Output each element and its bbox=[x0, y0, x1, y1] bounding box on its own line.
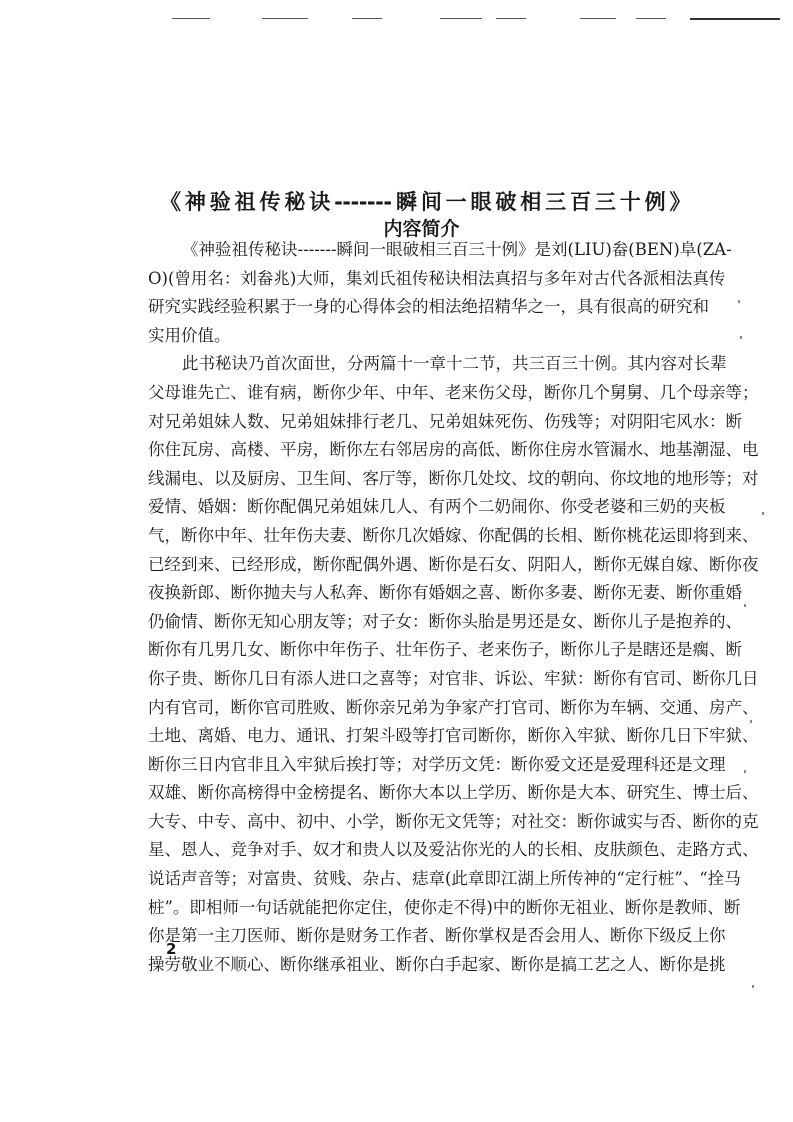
scan-speck bbox=[738, 300, 740, 303]
text-line: 已经到来、已经形成，断你配偶外遇、断你是石女、阴阳人，断你无媒自嫁、断你夜 bbox=[148, 554, 759, 574]
scan-artifact-line bbox=[440, 18, 482, 19]
scan-artifact-line bbox=[496, 18, 526, 19]
scan-speck bbox=[744, 604, 746, 607]
text-line: 断你三日内官非且入牢狱后挨打等；对学历文凭：断你爱文还是爱理科还是文理 bbox=[148, 754, 726, 774]
section-heading: 内容简介 bbox=[383, 218, 460, 240]
scan-speck bbox=[744, 770, 746, 773]
text-line: 此书秘诀乃首次面世，分两篇十一章十二节，共三百三十例。其内容对长辈 bbox=[182, 354, 727, 374]
text-line: 气，断你中年、壮年伤夫妻、断你几次婚嫁、你配偶的长相、断你桃花运即将到来、 bbox=[148, 525, 759, 545]
text-line: 桩”。即相师一句话就能把你定住，使你走不得)中的断你无祖业、断你是教师、断 bbox=[148, 897, 741, 917]
text-line: 说话声音等；对富贵、贫贱、杂占、痣章(此章即江湖上所传神的“定行桩”、“拴马 bbox=[148, 869, 741, 889]
scan-artifact-line bbox=[262, 18, 308, 19]
scan-speck bbox=[750, 720, 752, 723]
text-line: 你是第一主刀医师、断你是财务工作者、断你掌权是否会用人、断你下级反上你 bbox=[148, 926, 726, 946]
text-line: 断你有几男几女、断你中年伤子、壮年伤子、老来伤子，断你儿子是瞎还是瘸、断 bbox=[148, 640, 742, 660]
scan-artifact-line bbox=[690, 18, 780, 20]
scan-speck bbox=[762, 512, 764, 515]
text-line: 爱情、婚姻：断你配偶兄弟姐妹几人、有两个二奶闹你、你受老婆和三奶的夹板 bbox=[148, 497, 726, 517]
document-title: 《神验祖传秘诀-------瞬间一眼破相三百三十例》 bbox=[160, 190, 690, 214]
text-line: 实用价值。 bbox=[148, 325, 231, 345]
scan-speck bbox=[740, 336, 742, 339]
text-line: 研究实践经验积累于一身的心得体会的相法绝招精华之一，具有很高的研究和 bbox=[148, 297, 709, 317]
text-line: 内有官司，断你官司胜败、断你亲兄弟为争家产打官司、断你为车辆、交通、房产、 bbox=[148, 697, 759, 717]
scan-artifact-line bbox=[352, 18, 382, 19]
text-line: 你住瓦房、高楼、平房，断你左右邻居房的高低、断你住房水管漏水、地基潮湿、电 bbox=[148, 440, 759, 460]
page-number: 2 bbox=[166, 940, 177, 958]
text-line: 夜换新郎、断你抛夫与人私奔、断你有婚姻之喜、断你多妻、断你无妻、断你重婚 bbox=[148, 583, 742, 603]
body-text bbox=[148, 236, 759, 979]
text-line: 土地、离婚、电力、通讯、打架斗殴等打官司断你，断你入牢狱、断你几日下牢狱、 bbox=[148, 726, 759, 746]
scan-speck bbox=[752, 985, 754, 988]
text-line: 仍偷情、断你无知心朋友等；对子女：断你头胎是男还是女、断你儿子是抱养的、 bbox=[148, 611, 742, 631]
text-line: O)(曾用名：刘畚兆)大师，集刘氏祖传秘诀相法真招与多年对古代各派相法真传 bbox=[148, 268, 726, 288]
text-line: 线漏电、以及厨房、卫生间、客厅等，断你几处坟、坟的朝向、你坟地的地形等；对 bbox=[148, 468, 759, 488]
text-line: 操劳敬业不顺心、断你继承祖业、断你白手起家、断你是搞工艺之人、断你是挑 bbox=[148, 954, 726, 974]
text-line: 父母谁先亡、谁有病，断你少年、中年、老来伤父母，断你几个舅舅、几个母亲等； bbox=[148, 382, 759, 402]
text-line: 你子贵、断你几日有添人进口之喜等；对官非、诉讼、牢狱：断你有官司、断你几日 bbox=[148, 668, 759, 688]
scan-artifact-line bbox=[580, 18, 616, 19]
text-line: 双雄、断你高榜得中金榜提名、断你大本以上学历、断你是大本、研究生、博士后、 bbox=[148, 783, 759, 803]
text-line: 大专、中专、高中、初中、小学，断你无文凭等；对社交：断你诚实与否、断你的克 bbox=[148, 811, 759, 831]
text-line: 对兄弟姐妹人数、兄弟姐妹排行老几、兄弟姐妹死伤、伤残等；对阴阳宅风水：断 bbox=[148, 411, 742, 431]
scan-artifact-line bbox=[172, 18, 210, 19]
text-line: 《神验祖传秘诀-------瞬间一眼破相三百三十例》是刘(LIU)畚(BEN)阜(ZA- bbox=[182, 240, 732, 259]
scan-artifact-line bbox=[636, 18, 666, 19]
text-line: 星、恩人、竞争对手、奴才和贵人以及爱沾你光的人的长相、皮肤颜色、走路方式、 bbox=[148, 840, 759, 860]
